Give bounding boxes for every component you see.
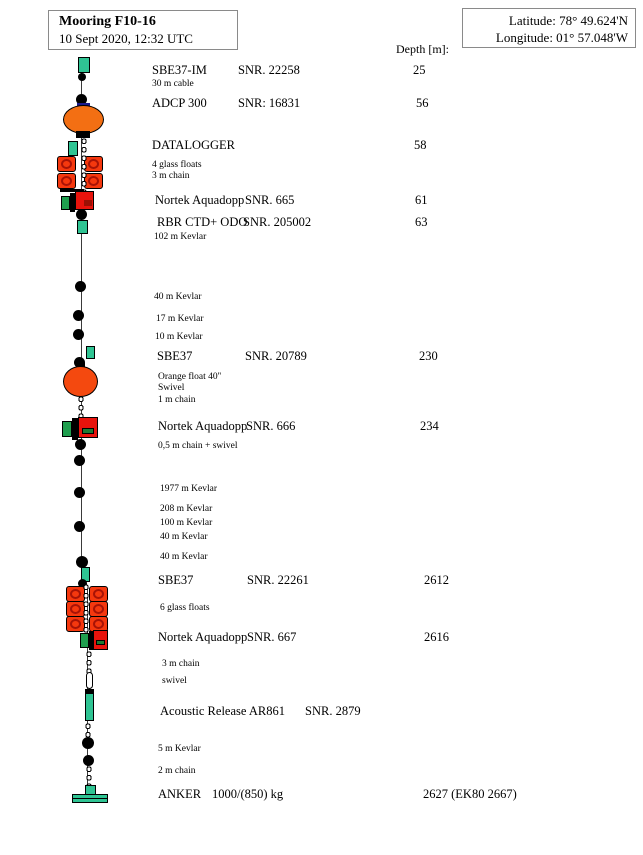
row-depth: 63 — [415, 215, 428, 229]
connector-dot — [78, 73, 86, 81]
row-depth: 61 — [415, 193, 428, 207]
nortek-665-battery — [61, 196, 70, 210]
row-depth: 234 — [420, 419, 439, 433]
orange-float-shape — [63, 366, 98, 397]
row-depth: 25 — [413, 63, 426, 77]
nortek-666-detail — [82, 428, 94, 434]
swivel-link — [86, 672, 93, 689]
mooring-datetime: 10 Sept 2020, 12:32 UTC — [59, 31, 193, 46]
row-depth: 230 — [419, 349, 438, 363]
rigging-note: 102 m Kevlar — [154, 232, 207, 242]
row-label: ADCP 300 — [152, 96, 207, 110]
row-label: Nortek Aquadopp — [158, 419, 248, 433]
nortek-667-detail — [96, 640, 105, 645]
nortek-667-battery — [80, 633, 89, 648]
row-label: SBE37-IM — [152, 63, 207, 77]
row-snr: SNR. 205002 — [243, 215, 312, 229]
row-snr: SNR. 666 — [246, 419, 296, 433]
rigging-note: Orange float 40'' — [158, 372, 222, 382]
row-label: SBE37 — [158, 573, 194, 587]
chain — [79, 137, 89, 193]
row-label: Nortek Aquadopp — [158, 630, 248, 644]
rigging-note: 208 m Kevlar — [160, 504, 213, 514]
rigging-note: 5 m Kevlar — [158, 744, 201, 754]
depth-column-header: Depth [m]: — [396, 42, 449, 56]
connector-dot — [75, 439, 86, 450]
datalogger-shape — [68, 141, 78, 156]
row-depth: 58 — [414, 138, 427, 152]
row-depth: 2612 — [424, 573, 449, 587]
row-label: Acoustic Release AR861 — [160, 704, 285, 718]
glass-float — [57, 173, 76, 189]
rigging-note: 100 m Kevlar — [160, 518, 213, 528]
rigging-note: 40 m Kevlar — [154, 292, 202, 302]
latitude-value: Latitude: 78° 49.624'N — [508, 13, 628, 28]
rigging-note: 3 m chain — [162, 659, 200, 669]
mooring-title: Mooring F10-16 — [59, 14, 156, 29]
title-box — [48, 10, 238, 50]
rigging-note: 40 m Kevlar — [160, 532, 208, 542]
row-label: SBE37 — [157, 349, 193, 363]
row-snr: SNR. 22258 — [238, 63, 300, 77]
connector-dot — [75, 281, 86, 292]
rigging-note: swivel — [162, 676, 187, 686]
nortek-666-battery — [62, 421, 72, 437]
rigging-note: 6 glass floats — [160, 603, 210, 613]
rigging-note: 10 m Kevlar — [155, 332, 203, 342]
rigging-note: 2 m chain — [158, 766, 196, 776]
sbe37-230-shape — [86, 346, 95, 359]
row-depth: 56 — [416, 96, 429, 110]
row-label: RBR CTD+ ODO — [157, 215, 248, 229]
rigging-note: 30 m cable — [152, 79, 194, 89]
rigging-note: 1 m chain — [158, 395, 196, 405]
glass-float — [89, 586, 108, 602]
row-depth: 2627 (EK80 2667) — [423, 787, 517, 801]
connector-dot — [73, 329, 84, 340]
anchor-divider — [72, 798, 108, 799]
row-label: ANKER — [158, 787, 202, 801]
glass-float — [89, 601, 108, 617]
glass-float — [57, 156, 76, 172]
row-snr: SNR. 22261 — [247, 573, 309, 587]
rigging-note: 3 m chain — [152, 171, 190, 181]
connector-dot — [74, 521, 85, 532]
rigging-note: 1977 m Kevlar — [160, 484, 217, 494]
adcp-buoy-shape — [63, 105, 104, 134]
sbe37-im-shape — [78, 57, 90, 73]
nortek-665-detail — [84, 200, 92, 206]
connector-dot — [76, 209, 87, 220]
rigging-note: 40 m Kevlar — [160, 552, 208, 562]
rigging-note: 4 glass floats — [152, 160, 202, 170]
row-snr: SNR: 16831 — [238, 96, 301, 110]
row-snr: SNR. 667 — [247, 630, 297, 644]
row-label: Nortek Aquadopp — [155, 193, 245, 207]
rigging-note: 0,5 m chain + swivel — [158, 441, 238, 451]
connector-dot — [73, 310, 84, 321]
longitude-value: Longitude: 01° 57.048'W — [495, 30, 628, 45]
row-snr: SNR. 2879 — [305, 704, 361, 718]
chain — [81, 583, 91, 633]
chain — [84, 650, 94, 673]
coordinates-box — [462, 8, 636, 48]
row-qty: 1000/(850) kg — [212, 787, 284, 801]
connector-dot — [74, 455, 85, 466]
rbr-ctd-shape — [77, 220, 88, 234]
row-snr: SNR. 20789 — [245, 349, 307, 363]
rigging-note: Swivel — [158, 383, 185, 393]
row-label: DATALOGGER — [152, 138, 236, 152]
row-depth: 2616 — [424, 630, 449, 644]
release-cap — [85, 689, 94, 694]
connector-dot — [82, 737, 94, 749]
rigging-note: 17 m Kevlar — [156, 314, 204, 324]
row-snr: SNR. 665 — [245, 193, 295, 207]
connector-dot — [74, 487, 85, 498]
